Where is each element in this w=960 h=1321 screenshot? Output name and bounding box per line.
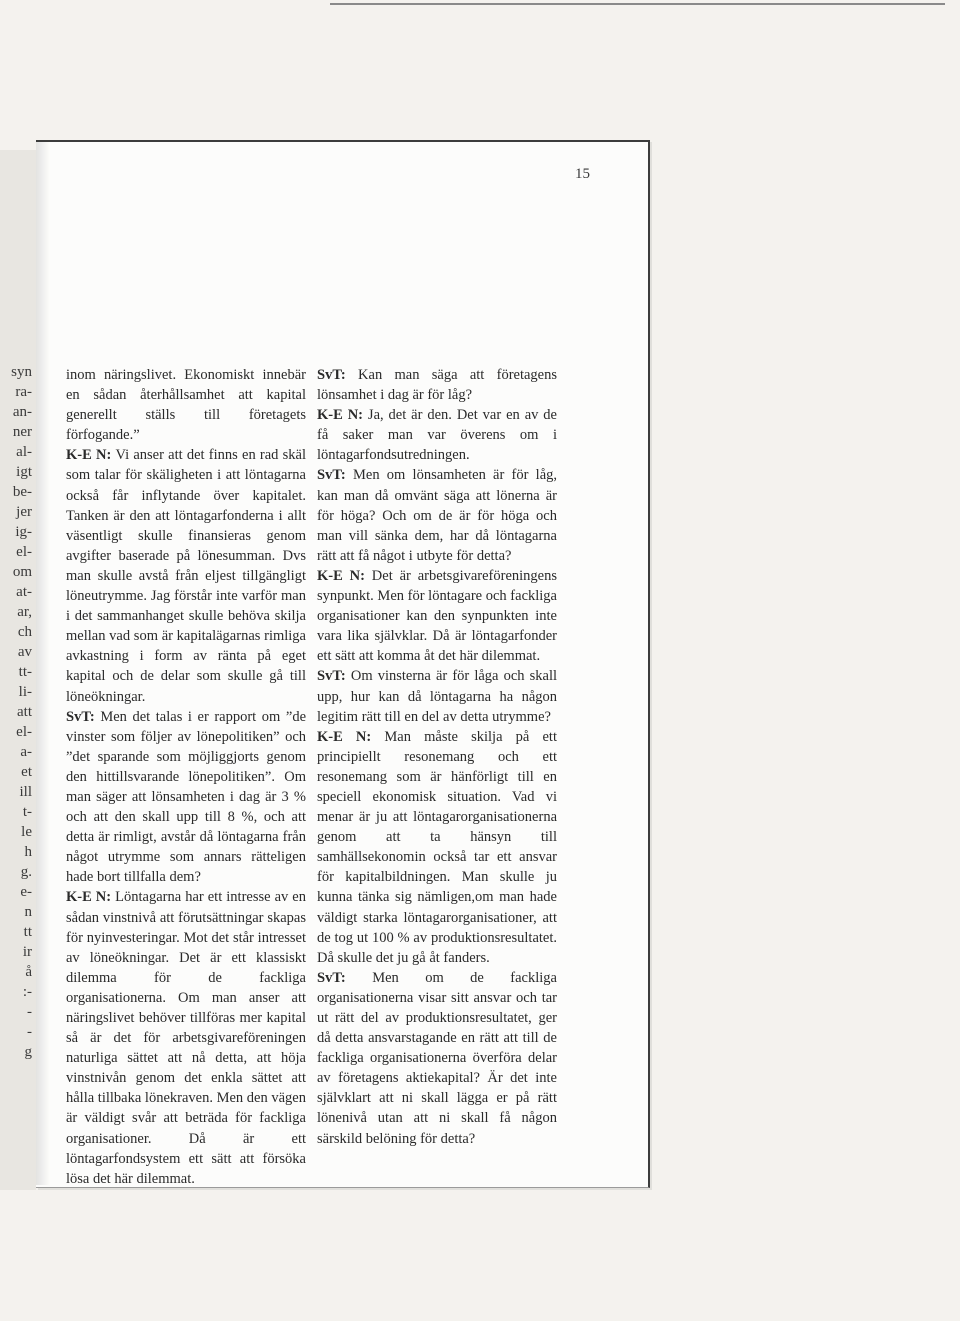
- paragraph-text: Löntagarna har ett intresse av en sådan vinstnivå att förutsättningar skapas för nyinvesteringar. Mot det står intresset av löneökningar. Det är ett klassiskt dilemma för de fackliga organisationerna. Om man anser att näringslivet behöver tillföras mer kapital så är det för arbetsgivareföreningen naturliga sättet att nå detta, att höja vinstnivån genom det enkla sättet att hålla tillbaka lönekraven. Men den vägen är väldigt svår att beträda för fackliga organisationer. Då är ett löntagarfondsystem ett sätt att försöka lösa det här dilemmat.: [66, 889, 306, 1187]
- paragraph-text: Vi anser att det finns en rad skäl som talar för skäligheten i att löntagarna också får inflytande över kapitalet. Tanken är den att löntagarfonderna i allt väsentligt skulle finansieras genom avgifter baserade på lönesumman. Dvs man skulle avstå från eljest tillgängligt löneutrymme. Jag förstår inte varför man i det sammanhanget skulle behöva skilja mellan vad som är kapitalägarnas rimliga avkastning i form av ränta på eget kapital och de delar som skulle gå till löneökningar.: [66, 447, 306, 705]
- previous-page-fragment: n: [24, 904, 32, 920]
- paragraph-text: Man måste skilja på ett principiellt resonemang och ett resonemang som är hänförligt till en speciell ekonomisk situation. Vad vi menar är ju att löntagarorganisationerna genom att ta hänsyn till samhällsekonomin också tar ett ansvar för kapitalbildningen. Man skulle ju kunna tänka sig nämligen,om man hade väldigt starka löntagarorganisationer, att de tog ut 100 % av produktionsresultatet. Då skulle det ju gå åt fanders.: [317, 728, 557, 966]
- previous-page-fragment: at-: [16, 584, 32, 600]
- dialogue-paragraph: [317, 365, 557, 405]
- previous-page-fragment: å: [25, 964, 32, 980]
- previous-page-fragment: an-: [12, 404, 32, 420]
- previous-page-fragment: ch: [17, 624, 32, 640]
- previous-page-fragment: g.: [20, 864, 32, 880]
- previous-page-fragment: a-: [20, 744, 32, 760]
- speaker-label: K-E N:: [66, 447, 112, 464]
- paragraph-text: Men det talas i er rapport om ”de vinster som följer av lönepolitiken” och ”det sparande som möjliggjorts genom den hittillsvarande lönepolitiken”. Om man säger att lönsamheten i dag är 3 % och att den skall upp till 8 %, och att detta är rimligt, avstår då löntagarna från något utrymme som annars rätteligen hade bort tillfalla dem?: [66, 708, 306, 886]
- previous-page-fragment: jer: [16, 504, 32, 520]
- dialogue-paragraph: [317, 968, 557, 1149]
- gutter-shadow: [36, 142, 50, 1185]
- previous-page-fragment: el-: [16, 724, 32, 740]
- left-text-column: [66, 365, 306, 1189]
- previous-page-fragment: tt-: [18, 664, 32, 680]
- speaker-label: SvT:: [317, 969, 346, 986]
- previous-page-fragment: el-: [16, 544, 32, 560]
- top-edge-rule: [330, 3, 945, 5]
- previous-page-fragment: ra-: [15, 384, 32, 400]
- speaker-label: SvT:: [317, 367, 346, 383]
- right-text-column: [317, 365, 557, 1149]
- previous-page-fragment: et: [21, 764, 32, 780]
- previous-page-fragment: :-: [22, 984, 32, 1000]
- speaker-label: SvT:: [66, 708, 95, 725]
- previous-page-text-fragments: [0, 362, 36, 1062]
- speaker-label: SvT:: [317, 467, 346, 484]
- previous-page-fragment: t-: [22, 804, 32, 820]
- dialogue-paragraph: [66, 365, 306, 445]
- paragraph-text: Kan man säga att företagens lönsamhet i dag är för låg?: [317, 367, 557, 404]
- paragraph-text: Ja, det är den. Det var en av de få saker man var överens om i löntagarfondsutredningen.: [317, 407, 557, 464]
- speaker-label: K-E N:: [66, 889, 112, 906]
- previous-page-fragment: e-: [20, 884, 32, 900]
- speaker-label: K-E N:: [317, 407, 363, 424]
- previous-page-fragment: li-: [18, 684, 32, 700]
- previous-page-fragment: ar,: [17, 604, 32, 620]
- speaker-label: SvT:: [317, 668, 346, 685]
- previous-page-fragment: -: [27, 1024, 32, 1040]
- previous-page-fragment: ill: [19, 784, 32, 800]
- previous-page-fragment: ner: [12, 424, 32, 440]
- previous-page-fragment: att: [17, 704, 32, 720]
- page-number: 15: [575, 166, 590, 182]
- speaker-label: K-E N:: [317, 567, 365, 584]
- previous-page-fragment: -: [27, 1004, 32, 1020]
- previous-page-fragment: h: [24, 844, 32, 860]
- dialogue-paragraph: [317, 666, 557, 726]
- previous-page-fragment: igt: [16, 464, 32, 480]
- dialogue-paragraph: [66, 707, 306, 888]
- dialogue-paragraph: [317, 566, 557, 666]
- speaker-label: K-E N:: [317, 728, 372, 745]
- previous-page-fragment: syn: [11, 364, 32, 380]
- previous-page-fragment: av: [17, 644, 32, 660]
- previous-page-fragment: be-: [12, 484, 32, 500]
- paragraph-text: Men om lönsamheten är för låg, kan man då omvänt säga att lönerna är för höga? Och om de är för höga och man vill sänka dem, har då löntagarna rätt att få något i utbyte för detta?: [317, 467, 558, 564]
- previous-page-fragment: ig-: [15, 524, 32, 540]
- previous-page-fragment: al-: [16, 444, 32, 460]
- dialogue-paragraph: [317, 405, 557, 465]
- dialogue-paragraph: [317, 465, 557, 565]
- paragraph-text: Det är arbetsgivareföreningens synpunkt. Men för löntagare och fackliga organisationer kan den synpunkten inte vara lika självklar. Då är löntagarfonder ett sätt att komma åt det här dilemmat.: [317, 567, 557, 665]
- previous-page-fragment: tt: [23, 924, 32, 940]
- previous-page-fragment: g: [24, 1044, 32, 1060]
- paragraph-text: Om vinsterna är för låga och skall upp, hur kan då löntagarna ha någon legitim rätt till en del av detta utrymme?: [317, 668, 558, 725]
- paragraph-text: inom näringslivet. Ekonomiskt innebär en sådan återhållsamhet att kapital generellt ställs till företagets förfogande.”: [66, 367, 306, 444]
- dialogue-paragraph: [66, 445, 306, 706]
- previous-page-fragment: om: [12, 564, 32, 580]
- previous-page-fragment: ir: [22, 944, 32, 960]
- paragraph-text: Men om de fackliga organisationerna visar sitt ansvar och tar ut rätt del av produktionsresultatet, ger då detta ansvarstagande en rätt att till de fackliga organisationerna överföra delar av företagens aktiekapital? Är det inte självklart att ni skall lägga er på rätt lönenivå utan att ni skall få någon särskild belöning för detta?: [317, 969, 557, 1147]
- previous-page-fragment: le: [21, 824, 32, 840]
- dialogue-paragraph: [66, 887, 306, 1188]
- dialogue-paragraph: [317, 727, 557, 968]
